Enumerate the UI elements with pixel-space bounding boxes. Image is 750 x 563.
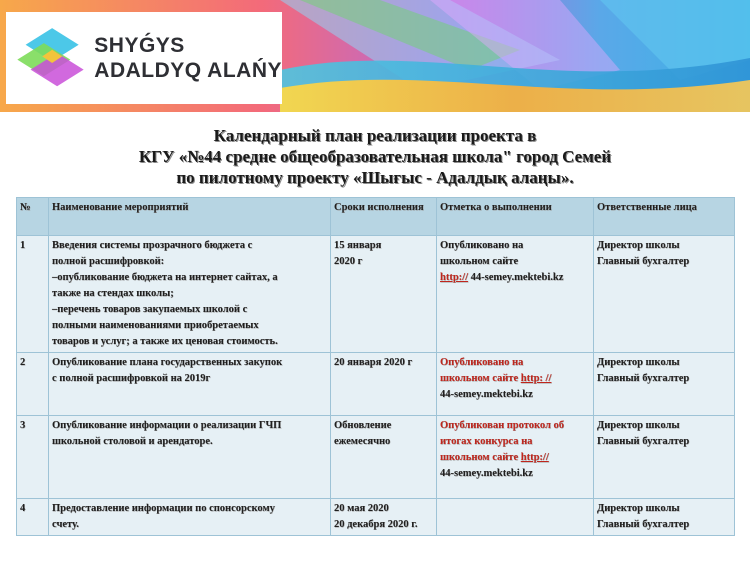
school-site-url: 44-semey.mektebi.kz (440, 389, 533, 400)
cell-resp (594, 499, 735, 536)
cell-num: 4 (17, 499, 49, 536)
cell-text: школьном сайте (440, 256, 519, 267)
title-line-2: КГУ «№44 средне общеобразовательная школа" город Семей (138, 147, 612, 166)
cell-term (331, 416, 437, 499)
cell-term (331, 499, 437, 536)
cell-text: Главный бухгалтер (597, 436, 690, 447)
cell-num: 3 (17, 416, 49, 499)
title-line-3: по пилотному проекту «Шығыс - Адалдық алаңы». (176, 168, 574, 187)
school-site-link[interactable]: http:// (440, 272, 469, 283)
cell-text: 20 января 2020 г (334, 357, 413, 368)
cell-mark (437, 416, 594, 499)
cell-text: полной расшифровкой: (52, 256, 165, 267)
cell-text: школьной столовой и арендаторе. (52, 436, 213, 447)
table-header-row (17, 198, 735, 236)
header-name: Наименование мероприятий (49, 198, 331, 236)
cell-term (331, 236, 437, 353)
cell-name (49, 499, 331, 536)
table-row (17, 236, 735, 353)
cell-text: 20 мая 2020 (334, 503, 389, 514)
cell-text: полными наименованиями приобретаемых (52, 320, 259, 331)
cell-text: Опубликовано на (440, 357, 524, 368)
brand-line-1: SHYǴYS (94, 34, 185, 57)
school-site-url: 44-semey.mektebi.kz (468, 272, 564, 283)
cell-text: 2020 г (334, 256, 363, 267)
school-site-link[interactable]: http: // (520, 373, 552, 384)
school-site-link[interactable]: http:// (520, 452, 549, 463)
cell-text: –перечень товаров закупаемых школой с (52, 304, 248, 315)
cell-num: 1 (17, 236, 49, 353)
cell-text: Директор школы (597, 503, 680, 514)
brand-logo (6, 12, 282, 104)
cell-resp (594, 416, 735, 499)
header-num: № (17, 198, 49, 236)
header-banner (0, 0, 750, 112)
cell-text: –опубликование бюджета на интернет сайтах, а (52, 272, 278, 283)
cell-text: Главный бухгалтер (597, 373, 690, 384)
cell-text: также на стендах школы; (52, 288, 174, 299)
cell-text: Директор школы (597, 420, 680, 431)
table-row (17, 353, 735, 416)
page-title (0, 125, 750, 188)
cell-name (49, 236, 331, 353)
table-row (17, 416, 735, 499)
cell-text: Опубликование плана государственных закупок (52, 357, 283, 368)
cell-text: с полной расшифровкой на 2019г (52, 373, 211, 384)
cell-name (49, 353, 331, 416)
cell-text: счету. (52, 519, 79, 530)
cell-mark (437, 236, 594, 353)
brand-logo-text (94, 33, 282, 83)
cell-text: ежемесячно (334, 436, 391, 447)
cell-mark (437, 499, 594, 536)
cell-text: школьном сайте (440, 373, 521, 384)
header-term: Сроки исполнения (331, 198, 437, 236)
cell-mark (437, 353, 594, 416)
cell-text: Главный бухгалтер (597, 519, 690, 530)
cell-text: Опубликован протокол об (440, 420, 565, 431)
cell-resp (594, 236, 735, 353)
cell-num: 2 (17, 353, 49, 416)
cell-text: Директор школы (597, 240, 680, 251)
header-mark: Отметка о выполнении (437, 198, 594, 236)
cell-text: Опубликовано на (440, 240, 524, 251)
header-resp: Ответственные лица (594, 198, 735, 236)
plan-table (16, 197, 735, 536)
brand-logo-icon (14, 18, 90, 98)
cell-text: Введения системы прозрачного бюджета с (52, 240, 253, 251)
cell-text: Директор школы (597, 357, 680, 368)
cell-text: Опубликование информации о реализации ГЧП (52, 420, 282, 431)
cell-text: 15 января (334, 240, 382, 251)
cell-text: школьном сайте (440, 452, 521, 463)
cell-text: Главный бухгалтер (597, 256, 690, 267)
cell-resp (594, 353, 735, 416)
cell-text: Обновление (334, 420, 392, 431)
cell-name (49, 416, 331, 499)
school-site-url: 44-semey.mektebi.kz (440, 468, 533, 479)
cell-text: 20 декабря 2020 г. (334, 519, 418, 530)
brand-line-2: ADALDYQ ALAŃY (94, 59, 282, 82)
cell-text: Предоставление информации по спонсорскому (52, 503, 275, 514)
cell-text: итогах конкурса на (440, 436, 533, 447)
cell-text: товаров и услуг; а также их ценовая стоимость. (52, 336, 278, 347)
table-row (17, 499, 735, 536)
cell-term (331, 353, 437, 416)
title-line-1: Календарный план реализации проекта в (213, 126, 537, 145)
